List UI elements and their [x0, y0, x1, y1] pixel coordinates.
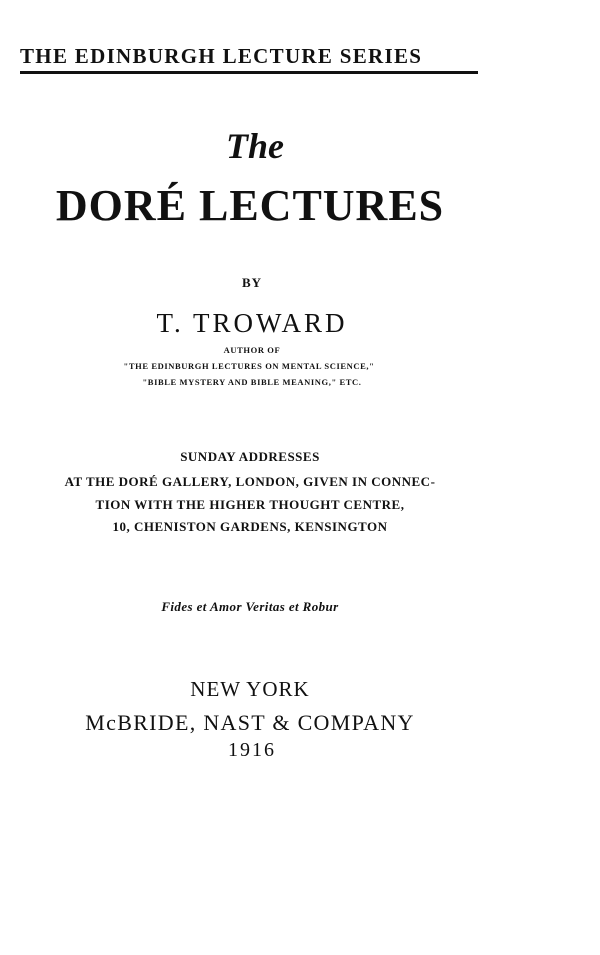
latin-motto: Fides et Amor Veritas et Robur	[161, 599, 339, 614]
publication-year: 1916	[228, 739, 276, 761]
publisher-name: McBRIDE, NAST & COMPANY	[85, 710, 415, 735]
author-book-1: "THE EDINBURGH LECTURES ON MENTAL SCIENCE,"	[123, 361, 375, 371]
subtitle-line-1: AT THE DORÉ GALLERY, LONDON, GIVEN IN CONNEC-	[64, 474, 436, 489]
author-of-label: AUTHOR OF	[223, 345, 281, 355]
series-title: THE EDINBURGH LECTURE SERIES	[20, 44, 423, 68]
series-rule	[20, 71, 478, 74]
by-line: BY	[241, 275, 263, 290]
subtitle-heading: SUNDAY ADDRESSES	[180, 449, 320, 464]
main-title: DORÉ LECTURES	[55, 181, 445, 230]
author-book-2: "BIBLE MYSTERY AND BIBLE MEANING," ETC.	[142, 377, 362, 387]
subtitle-line-3: 10, CHENISTON GARDENS, KENSINGTON	[112, 519, 388, 534]
author-name: T. TROWARD	[156, 308, 348, 338]
title-prefix: The	[226, 126, 284, 166]
subtitle-line-2: TION WITH THE HIGHER THOUGHT CENTRE,	[95, 497, 405, 512]
imprint-city: NEW YORK	[190, 677, 310, 701]
